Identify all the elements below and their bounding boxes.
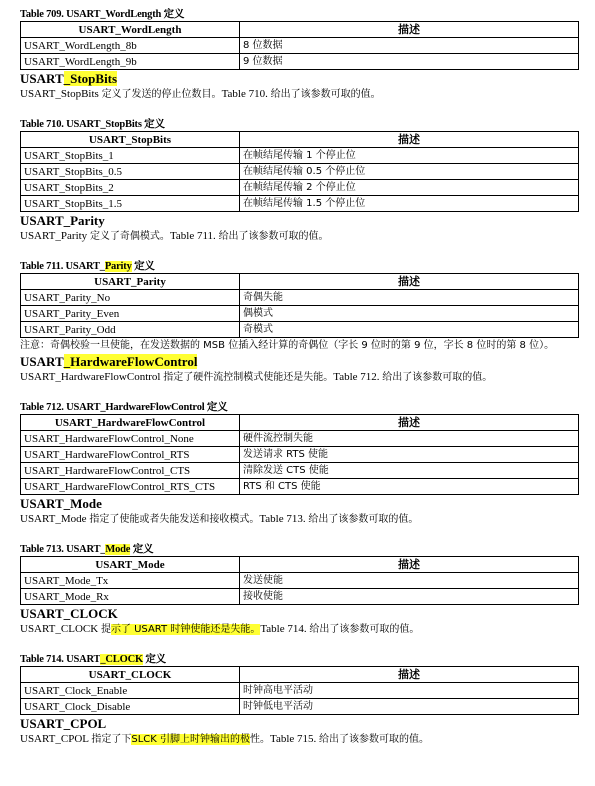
parity-note	[20, 338, 576, 353]
section-title-parity: USART_Parity	[20, 213, 105, 228]
caption-text: Table 709. USART_WordLength	[20, 9, 164, 20]
section-desc-cpol	[20, 731, 580, 748]
desc-text-zh2: 给出了该参数可取的值。	[319, 734, 430, 745]
caption-highlight: Mode	[105, 544, 131, 555]
caption-text-zh: 定义	[134, 261, 155, 272]
desc-text-zh2: 给出了该参数可取的值。	[309, 624, 420, 635]
cell-desc: 奇偶失能	[240, 290, 579, 306]
cell-name: USART_HardwareFlowControl_CTS	[21, 463, 240, 479]
desc-text-zh2: 给出了该参数可取的值。	[308, 514, 419, 525]
cell-name: USART_Parity_No	[21, 290, 240, 306]
section-desc-hwflow	[20, 369, 580, 386]
cell-desc: RTS 和 CTS 使能	[240, 479, 579, 495]
cell-name: USART_Mode_Tx	[21, 573, 240, 589]
table-header-row	[21, 274, 579, 290]
cell-name: USART_HardwareFlowControl_RTS	[21, 447, 240, 463]
cell-desc: 接收使能	[240, 589, 579, 605]
caption-text: Table 712. USART_HardwareFlowControl	[20, 402, 207, 413]
desc-text-zh: 提	[100, 624, 111, 635]
desc-highlight: 示了 USART 时钟使能还是失能。	[110, 624, 261, 635]
caption-text-zh: 定义	[132, 544, 154, 555]
table-header-row	[21, 415, 579, 431]
section-desc-stopbits	[20, 86, 580, 103]
cell-desc: 9 位数据	[240, 54, 579, 70]
column-header-desc: 描述	[240, 132, 579, 148]
table-header-row	[21, 557, 579, 573]
table-row	[21, 322, 579, 338]
caption-text-zh: 定义	[163, 9, 185, 20]
caption-highlight: _CLOCK	[100, 654, 143, 665]
cell-name: USART_HardwareFlowControl_None	[21, 431, 240, 447]
section-title-hwflow	[20, 354, 580, 369]
cell-name: USART_WordLength_8b	[21, 38, 240, 54]
column-header-desc: 描述	[240, 22, 579, 38]
cell-desc: 在帧结尾传输 1 个停止位	[240, 148, 579, 164]
desc-highlight: SLCK 引脚上时钟输出的极	[131, 734, 251, 745]
column-header-desc: 描述	[240, 557, 579, 573]
desc-text: USART_HardwareFlowControl	[20, 371, 164, 383]
cell-name: USART_Clock_Enable	[21, 683, 240, 699]
table-709-caption	[20, 8, 580, 21]
table-row	[21, 164, 579, 180]
table-row	[21, 180, 579, 196]
cell-desc: 8 位数据	[240, 38, 579, 54]
table-712-caption	[20, 401, 580, 414]
table-row	[21, 290, 579, 306]
table-row	[21, 699, 579, 715]
note-text: 注意：奇偶校验一旦使能，在发送数据的 MSB 位插入经计算的奇偶位（字长 9 位时的第 9 位，字长 8 位时的第 8 位）。	[20, 340, 555, 351]
table-row	[21, 306, 579, 322]
title-highlight: _StopBits	[63, 71, 118, 86]
column-header-name: USART_HardwareFlowControl	[21, 415, 240, 431]
section-title-stopbits	[20, 71, 580, 86]
table-row	[21, 54, 579, 70]
desc-text-zh: 定义了发送的停止位数目。	[101, 89, 222, 100]
caption-highlight: Parity	[104, 261, 132, 272]
table-709	[20, 21, 579, 70]
cell-desc: 清除发送 CTS 使能	[240, 463, 579, 479]
desc-table-ref: Table 711.	[169, 230, 219, 242]
table-row	[21, 196, 579, 212]
desc-table-ref: Table 713.	[259, 513, 309, 525]
desc-text-zh-b: 性。	[250, 734, 271, 745]
table-713-caption	[20, 543, 580, 556]
section-title-cpol: USART_CPOL	[20, 716, 107, 731]
column-header-name: USART_WordLength	[21, 22, 240, 38]
section-title-clock: USART_CLOCK	[20, 606, 118, 621]
table-711	[20, 273, 579, 338]
table-712	[20, 414, 579, 495]
cell-desc: 发送使能	[240, 573, 579, 589]
table-710	[20, 131, 579, 212]
cell-name: USART_WordLength_9b	[21, 54, 240, 70]
caption-text-zh: 定义	[144, 119, 165, 130]
table-header-row	[21, 132, 579, 148]
caption-text: Table 713. USART_	[20, 544, 106, 555]
cell-name: USART_Parity_Even	[21, 306, 240, 322]
cell-desc: 在帧结尾传输 1.5 个停止位	[240, 196, 579, 212]
title-highlight: _HardwareFlowControl	[63, 354, 198, 369]
table-714-caption	[20, 653, 580, 666]
table-row	[21, 148, 579, 164]
desc-text-zh2: 给出了该参数可取的值。	[218, 231, 329, 242]
table-713	[20, 556, 579, 605]
cell-name: USART_StopBits_1	[21, 148, 240, 164]
document-page	[20, 8, 580, 748]
desc-text-zh: 指定了下	[91, 734, 132, 745]
desc-table-ref: Table 710.	[221, 88, 271, 100]
table-row	[21, 463, 579, 479]
caption-text: Table 714. USART	[20, 654, 101, 665]
column-header-desc: 描述	[240, 667, 579, 683]
table-row	[21, 573, 579, 589]
cell-desc: 奇模式	[240, 322, 579, 338]
desc-text-zh: 指定了使能或者失能发送和接收模式。	[89, 514, 260, 525]
desc-text-zh: 指定了硬件流控制模式使能还是失能。	[163, 372, 334, 383]
table-row	[21, 479, 579, 495]
desc-text: USART_CPOL	[20, 733, 92, 745]
desc-table-ref: Table 712.	[333, 371, 383, 383]
cell-name: USART_StopBits_1.5	[21, 196, 240, 212]
desc-text-zh: 定义了奇偶模式。	[89, 231, 170, 242]
cell-name: USART_HardwareFlowControl_RTS_CTS	[21, 479, 240, 495]
table-header-row	[21, 22, 579, 38]
table-row	[21, 589, 579, 605]
cell-name: USART_Clock_Disable	[21, 699, 240, 715]
table-row	[21, 38, 579, 54]
desc-text: USART_CLOCK	[20, 623, 101, 635]
column-header-name: USART_CLOCK	[21, 667, 240, 683]
cell-desc: 时钟低电平活动	[240, 699, 579, 715]
column-header-name: USART_Parity	[21, 274, 240, 290]
table-row	[21, 447, 579, 463]
cell-name: USART_StopBits_0.5	[21, 164, 240, 180]
table-row	[21, 431, 579, 447]
section-desc-mode	[20, 511, 580, 528]
cell-desc: 时钟高电平活动	[240, 683, 579, 699]
column-header-name: USART_StopBits	[21, 132, 240, 148]
desc-text: USART_Mode	[20, 513, 90, 525]
table-710-caption	[20, 118, 580, 131]
table-714	[20, 666, 579, 715]
section-desc-clock	[20, 621, 580, 638]
caption-text-zh: 定义	[145, 654, 166, 665]
cell-name: USART_Parity_Odd	[21, 322, 240, 338]
desc-text: USART_Parity	[20, 230, 90, 242]
cell-desc: 硬件流控制失能	[240, 431, 579, 447]
desc-table-ref: Table 714.	[260, 623, 310, 635]
table-711-caption	[20, 260, 580, 273]
desc-table-ref: Table 715.	[270, 733, 320, 745]
cell-name: USART_StopBits_2	[21, 180, 240, 196]
caption-text: Table 710. USART_StopBits	[20, 119, 145, 130]
title-text: USART	[20, 354, 64, 369]
section-desc-parity	[20, 228, 580, 245]
desc-text: USART_StopBits	[20, 88, 102, 100]
caption-text-zh: 定义	[206, 402, 228, 413]
desc-text-zh2: 给出了该参数可取的值。	[382, 372, 493, 383]
cell-desc: 发送请求 RTS 使能	[240, 447, 579, 463]
column-header-desc: 描述	[240, 415, 579, 431]
table-row	[21, 683, 579, 699]
caption-text: Table 711. USART_	[20, 261, 105, 272]
column-header-name: USART_Mode	[21, 557, 240, 573]
column-header-desc: 描述	[240, 274, 579, 290]
cell-desc: 在帧结尾传输 0.5 个停止位	[240, 164, 579, 180]
table-header-row	[21, 667, 579, 683]
title-text: USART	[20, 71, 64, 86]
cell-name: USART_Mode_Rx	[21, 589, 240, 605]
cell-desc: 偶模式	[240, 306, 579, 322]
section-title-mode: USART_Mode	[20, 496, 102, 511]
desc-text-zh2: 给出了该参数可取的值。	[270, 89, 381, 100]
cell-desc: 在帧结尾传输 2 个停止位	[240, 180, 579, 196]
